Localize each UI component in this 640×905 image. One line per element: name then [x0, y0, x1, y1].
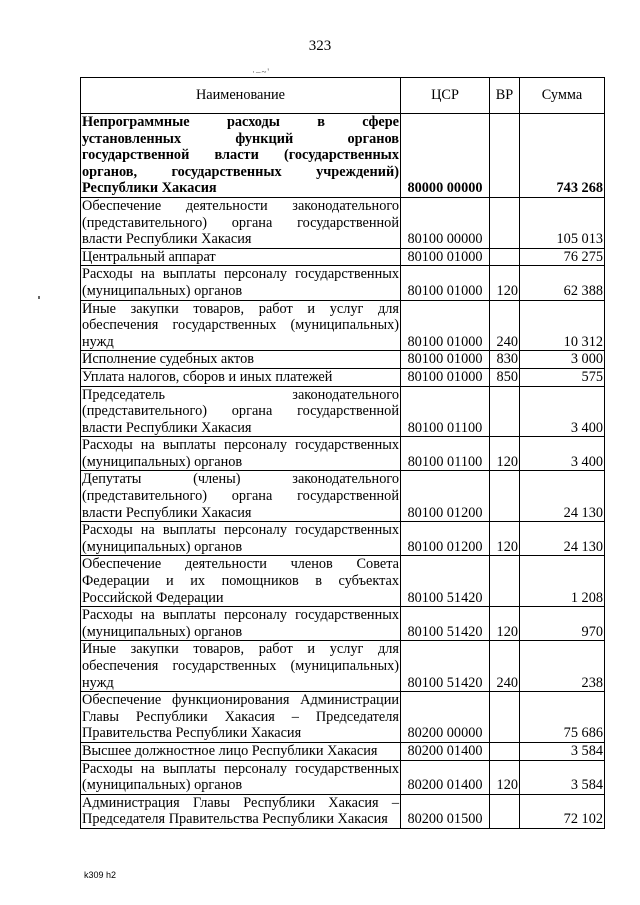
cell-name: Исполнение судебных актов: [81, 351, 401, 369]
cell-name: Непрограммные расходы в сфере установленных функций органов государственной власти (государственных органов, государственных учреждений) Республики Хакасия: [82, 114, 399, 197]
cell-sum: 76 275: [520, 248, 605, 266]
budget-table: [80, 77, 605, 829]
cell-name: Иные закупки товаров, работ и услуг для обеспечения государственных (муниципальных) нужд: [82, 641, 399, 691]
cell-csr: 80100 51420: [401, 556, 490, 607]
cell-name: Уплата налогов, сборов и иных платежей: [81, 368, 401, 386]
cell-name: Центральный аппарат: [81, 248, 401, 266]
cell-vr: 120: [490, 760, 520, 794]
table-row: [81, 641, 605, 692]
table-row: [81, 248, 605, 266]
table-row: [81, 556, 605, 607]
table-row: [81, 351, 605, 369]
cell-name: Администрация Главы Республики Хакасия – Председателя Правительства Республики Хакасия: [82, 794, 399, 828]
table-row: [81, 692, 605, 743]
header-csr: ЦСР: [401, 78, 490, 114]
cell-vr: [490, 248, 520, 266]
cell-vr: [490, 471, 520, 522]
cell-sum: 575: [520, 368, 605, 386]
cell-csr: 80100 01000: [401, 300, 490, 351]
cell-vr: [490, 692, 520, 743]
cell-sum: 3 584: [520, 742, 605, 760]
header-sum: Сумма: [520, 78, 605, 114]
table-row: [81, 760, 605, 794]
header-name: Наименование: [81, 78, 401, 114]
footer-code: k309 h2: [84, 870, 117, 880]
cell-sum: 72 102: [520, 794, 605, 828]
cell-vr: [490, 556, 520, 607]
cell-vr: 240: [490, 641, 520, 692]
table-body: [81, 114, 605, 829]
cell-sum: 10 312: [520, 300, 605, 351]
cell-vr: [490, 794, 520, 828]
cell-name: Депутаты (члены) законодательного (представительного) органа государственной власти Республики Хакасия: [82, 471, 399, 521]
cell-name: Расходы на выплаты персоналу государственных (муниципальных) органов: [82, 266, 399, 299]
table-header-row: [81, 78, 605, 114]
cell-sum: 24 130: [520, 522, 605, 556]
cell-name: Обеспечение деятельности законодательного (представительного) органа государственной власти Республики Хакасия: [82, 197, 399, 248]
cell-sum: 62 388: [520, 266, 605, 300]
cell-vr: 850: [490, 368, 520, 386]
cell-sum: 3 000: [520, 351, 605, 369]
cell-name: Председатель законодательного (представительного) органа государственной власти Республики Хакасия: [82, 386, 399, 436]
cell-vr: 120: [490, 266, 520, 300]
cell-csr: 80200 01400: [401, 742, 490, 760]
cell-csr: 80000 00000: [401, 114, 490, 198]
table-row: [81, 471, 605, 522]
cell-sum: 75 686: [520, 692, 605, 743]
cell-csr: 80200 01500: [401, 794, 490, 828]
cell-name: Расходы на выплаты персоналу государственных (муниципальных) органов: [82, 760, 399, 794]
margin-mark: [38, 296, 40, 299]
scan-artifact: ·–~': [252, 67, 270, 77]
cell-vr: 120: [490, 437, 520, 471]
cell-sum: 3 584: [520, 760, 605, 794]
cell-sum: 1 208: [520, 556, 605, 607]
cell-name: Иные закупки товаров, работ и услуг для обеспечения государственных (муниципальных) нужд: [82, 300, 399, 350]
cell-sum: 238: [520, 641, 605, 692]
cell-sum: 970: [520, 607, 605, 641]
cell-vr: 830: [490, 351, 520, 369]
cell-csr: 80100 01000: [401, 248, 490, 266]
cell-name: Обеспечение функционирования Администрации Главы Республики Хакасия – Председателя Правительства Республики Хакасия: [82, 692, 399, 742]
table-row: [81, 794, 605, 828]
cell-vr: [490, 114, 520, 198]
table-row: [81, 522, 605, 556]
cell-vr: [490, 197, 520, 248]
cell-name: Расходы на выплаты персоналу государственных (муниципальных) органов: [82, 607, 399, 640]
cell-name: Высшее должностное лицо Республики Хакасия: [81, 742, 401, 760]
table-row: [81, 437, 605, 471]
cell-name: Расходы на выплаты персоналу государственных (муниципальных) органов: [82, 437, 399, 470]
cell-csr: 80100 01200: [401, 522, 490, 556]
cell-csr: 80100 01200: [401, 471, 490, 522]
page-number: 323: [308, 38, 332, 54]
cell-csr: 80100 01000: [401, 368, 490, 386]
header-vr: ВР: [490, 78, 520, 114]
cell-name: Обеспечение деятельности членов Совета Федерации и их помощников в субъектах Российской Федерации: [82, 556, 399, 606]
table-row: [81, 197, 605, 248]
table-row: [81, 742, 605, 760]
cell-csr: 80100 01100: [401, 386, 490, 437]
cell-csr: 80100 51420: [401, 607, 490, 641]
cell-csr: 80100 01100: [401, 437, 490, 471]
cell-vr: 120: [490, 607, 520, 641]
table-row: [81, 114, 605, 198]
cell-vr: 120: [490, 522, 520, 556]
cell-csr: 80200 01400: [401, 760, 490, 794]
cell-sum: 24 130: [520, 471, 605, 522]
cell-vr: 240: [490, 300, 520, 351]
table-row: [81, 386, 605, 437]
table-row: [81, 607, 605, 641]
table-row: [81, 266, 605, 300]
cell-csr: 80100 00000: [401, 197, 490, 248]
table-row: [81, 368, 605, 386]
table-row: [81, 300, 605, 351]
cell-vr: [490, 386, 520, 437]
cell-sum: 743 268: [520, 114, 605, 198]
cell-vr: [490, 742, 520, 760]
cell-sum: 105 013: [520, 197, 605, 248]
cell-sum: 3 400: [520, 437, 605, 471]
cell-name: Расходы на выплаты персоналу государственных (муниципальных) органов: [82, 522, 399, 555]
cell-csr: 80100 01000: [401, 351, 490, 369]
cell-sum: 3 400: [520, 386, 605, 437]
cell-csr: 80100 51420: [401, 641, 490, 692]
cell-csr: 80200 00000: [401, 692, 490, 743]
cell-csr: 80100 01000: [401, 266, 490, 300]
